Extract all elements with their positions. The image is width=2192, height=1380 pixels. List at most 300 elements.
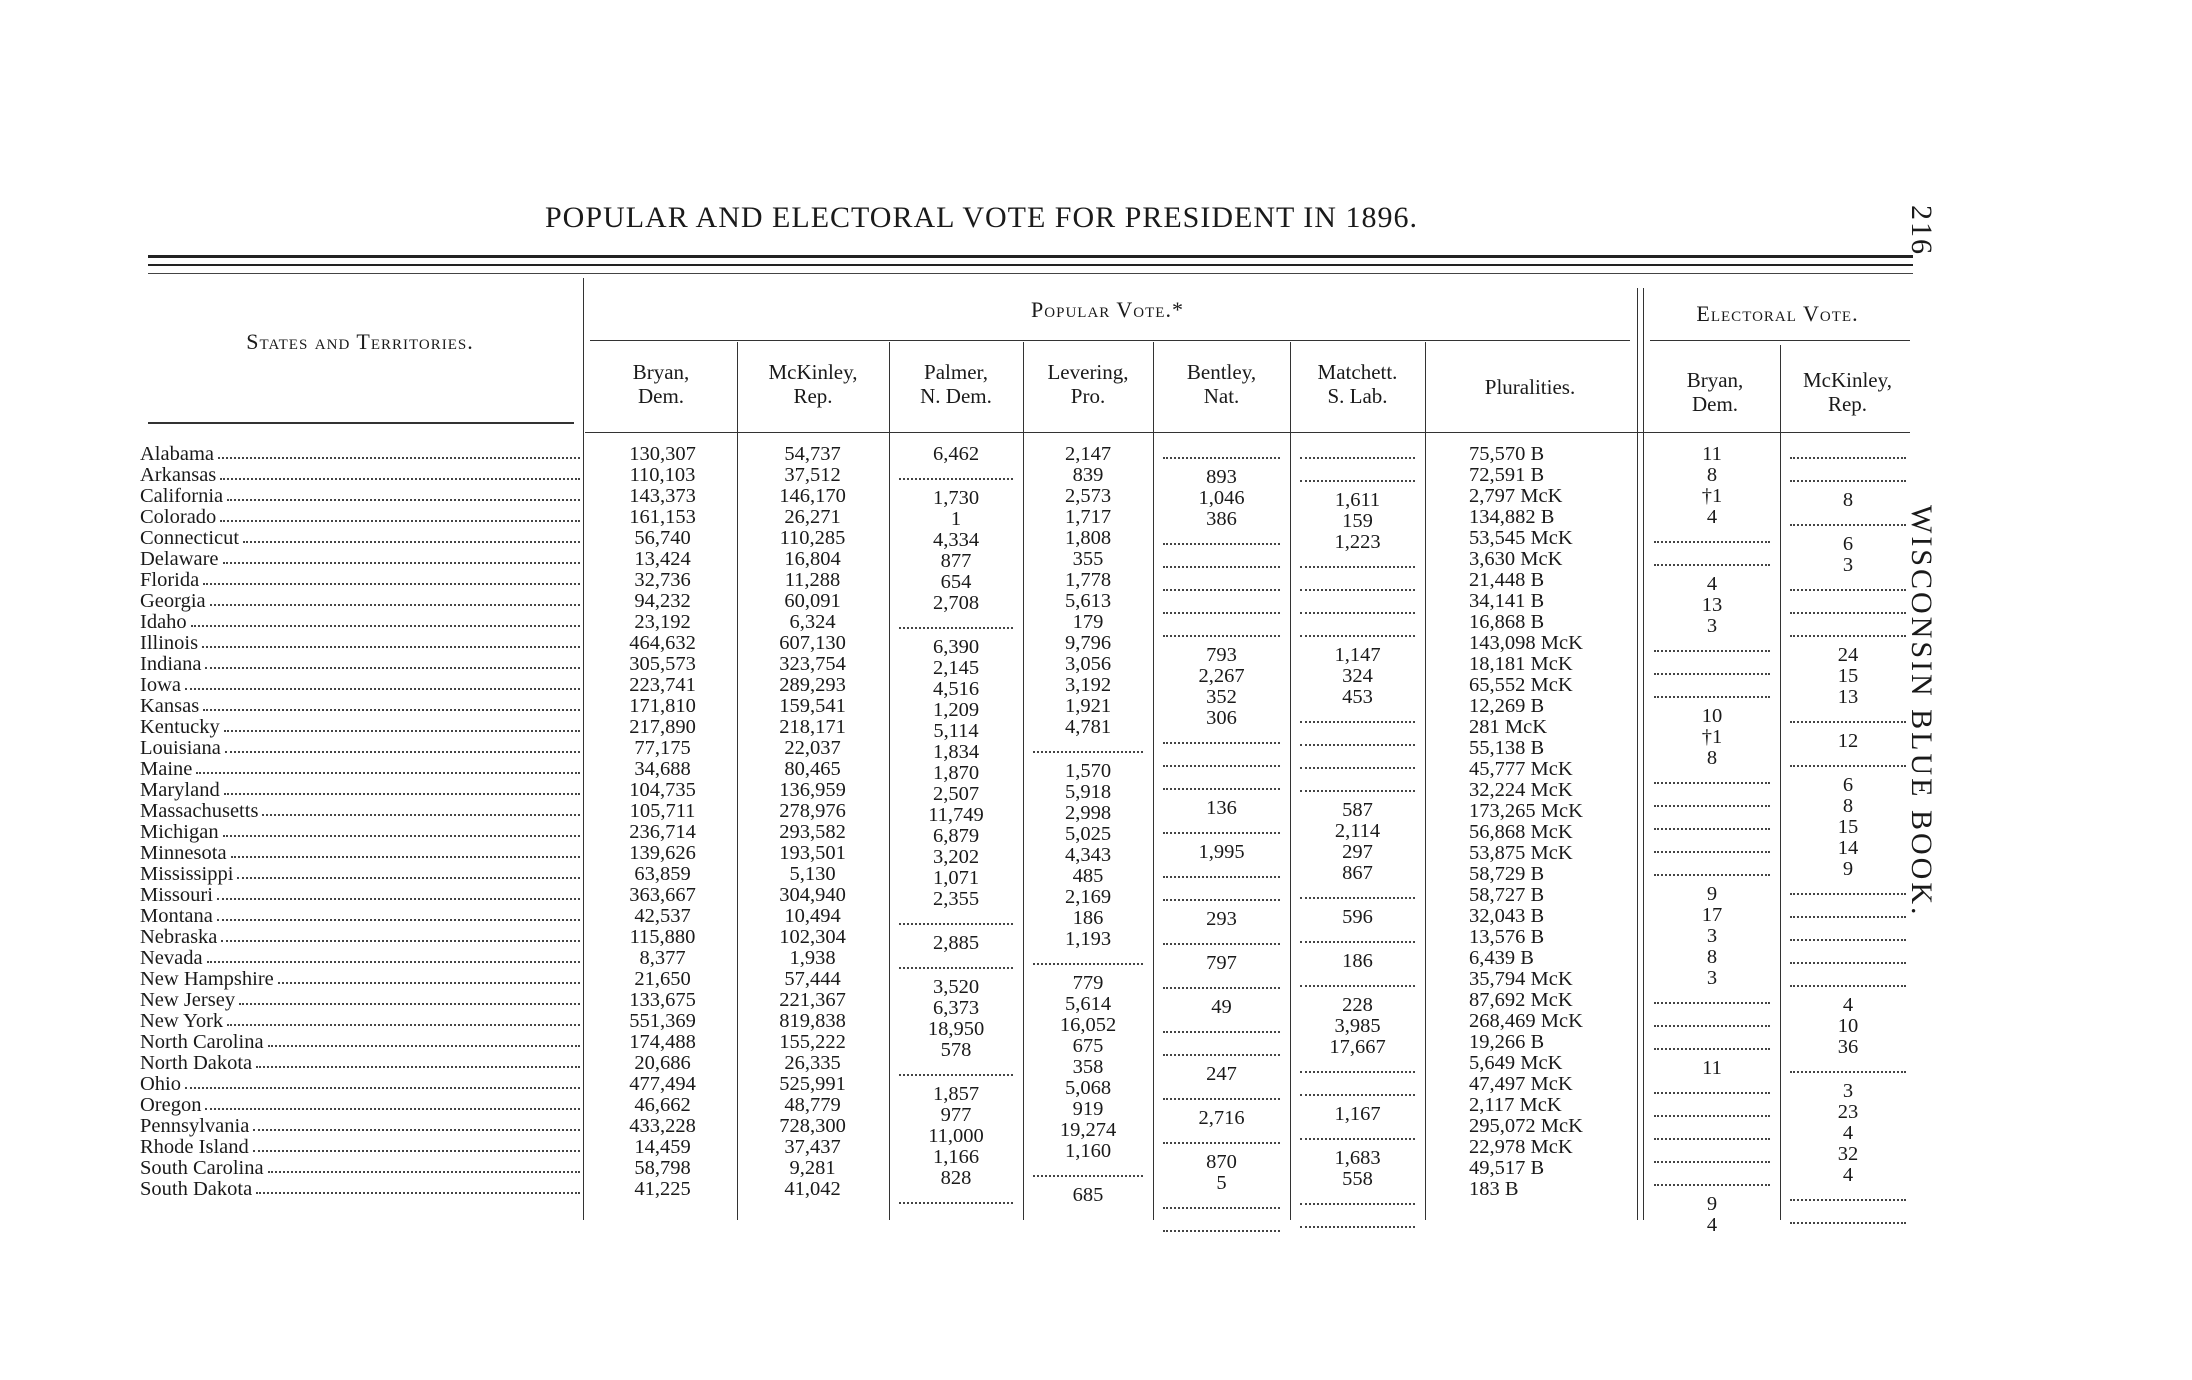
plurality-cell: 12,269 B [1469,695,1545,717]
state-name: Rhode Island [140,1137,249,1158]
empty-cell-leader [1163,599,1280,614]
levering-cell: 4,781 [1064,716,1112,738]
bryan-cell: 133,675 [629,989,696,1011]
mckinley-cell: 16,804 [784,548,841,570]
bryan-cell: 433,228 [629,1115,696,1137]
ev-bryan-cell: 10 [1701,705,1723,727]
state-row [140,507,580,528]
plurality-cell: 56,868 McK [1469,821,1573,843]
matchett-column [1294,444,1421,1236]
bentley-header [1153,360,1290,408]
rule-levering-bentley [1153,342,1154,1220]
levering-cell: 1,778 [1064,569,1112,591]
popular-vote-header: Popular Vote.* [1031,297,1184,322]
header-rule-popular [590,340,1630,341]
empty-cell-leader [1300,444,1415,459]
bryan-cell: 161,153 [629,506,696,528]
levering-header-party: Pro. [1070,384,1106,408]
state-row [140,654,580,675]
leader-dots [227,486,580,501]
matchett-cell: 297 [1342,841,1373,863]
mckinley-cell: 728,300 [779,1115,846,1137]
palmer-header-name: Palmer, [924,360,988,384]
ev-mckinley-cell: 9 [1842,858,1854,880]
state-name: Oregon [140,1095,202,1116]
levering-cell: 3,056 [1064,653,1112,675]
leader-dots [196,759,580,774]
mckinley-cell: 37,512 [784,464,841,486]
plurality-cell: 55,138 B [1469,737,1545,759]
rule-mckinley-palmer [889,342,890,1220]
plurality-cell: 65,552 McK [1469,674,1573,696]
palmer-cell: 828 [940,1167,972,1189]
state-name: Montana [140,906,213,927]
levering-cell: 5,068 [1064,1077,1112,1099]
state-row [140,591,580,612]
mckinley-cell: 819,838 [779,1010,846,1032]
ev-mckinley-cell: 10 [1837,1015,1859,1037]
state-row [140,1137,580,1158]
bryan-cell: 104,735 [629,779,696,801]
mckinley-header-party: Rep. [793,384,833,408]
mckinley-cell: 10,494 [784,905,841,927]
state-name: Minnesota [140,843,227,864]
state-row [140,1116,580,1137]
plurality-cell: 75,570 B [1469,443,1545,465]
palmer-cell: 1 [950,508,962,530]
mckinley-cell: 9,281 [789,1157,836,1179]
leader-dots [191,612,580,627]
state-row [140,738,580,759]
mckinley-cell: 26,335 [784,1052,841,1074]
empty-cell-leader [1163,729,1280,744]
plurality-cell: 18,181 McK [1469,653,1573,675]
matchett-cell: 159 [1342,510,1373,532]
mckinley-cell: 293,582 [779,821,846,843]
leader-dots [256,1053,580,1068]
mckinley-cell: 159,541 [779,695,846,717]
ev-mckinley-cell: 32 [1837,1143,1859,1165]
palmer-cell: 5,114 [933,720,979,742]
plurality-cell: 22,978 McK [1469,1136,1573,1158]
state-name: New Hampshire [140,969,274,990]
pluralities-header: Pluralities. [1484,375,1576,399]
state-row [140,444,580,465]
palmer-cell: 6,879 [932,825,980,847]
levering-cell: 1,717 [1064,506,1112,528]
state-row [140,1053,580,1074]
empty-cell-leader [1654,1079,1770,1094]
mckinley-cell: 289,293 [779,674,846,696]
bryan-cell: 41,225 [634,1178,691,1200]
palmer-cell: 4,334 [932,529,980,551]
bryan-header-name: Bryan, [632,360,690,384]
mckinley-cell: 525,991 [779,1073,846,1095]
empty-cell-leader [1790,949,1906,964]
rule-palmer-levering [1023,342,1024,1220]
plurality-cell: 173,265 McK [1469,800,1583,822]
state-row [140,696,580,717]
plurality-cell: 58,729 B [1469,863,1545,885]
palmer-cell: 2,885 [932,932,980,954]
empty-cell-leader [1163,576,1280,591]
leader-dots [278,969,580,984]
bentley-cell: 5 [1216,1172,1227,1194]
book-title: WISCONSIN BLUE BOOK. [1905,505,1938,918]
ev-mckinley-cell: 8 [1842,795,1854,817]
bryan-cell: 223,741 [629,674,696,696]
empty-cell-leader [1654,1148,1770,1163]
mckinley-cell: 48,779 [784,1094,841,1116]
bryan-header [585,360,737,408]
leader-dots [205,654,580,669]
matchett-cell: 867 [1342,862,1373,884]
state-row [140,948,580,969]
bentley-cell: 893 [1206,466,1237,488]
bentley-cell: 293 [1206,908,1237,930]
ev-bryan-cell: 17 [1701,904,1723,926]
bryan-cell: 20,686 [634,1052,691,1074]
state-name: Florida [140,570,200,591]
bryan-cell: 464,632 [629,632,696,654]
mckinley-header [737,360,889,408]
leader-dots [231,843,580,858]
empty-cell-leader [1163,1217,1280,1232]
matchett-cell: 1,167 [1334,1103,1381,1125]
leader-dots [262,801,580,816]
empty-cell-leader [1654,528,1770,543]
state-row [140,570,580,591]
mckinley-cell: 323,754 [779,653,846,675]
mckinley-cell: 22,037 [784,737,841,759]
levering-cell: 9,796 [1064,632,1112,654]
empty-cell-leader [1790,880,1906,895]
empty-cell-leader [1163,1085,1280,1100]
ev-mckinley-cell: 15 [1837,816,1859,838]
empty-cell-leader [1790,1209,1906,1224]
empty-cell-leader [1654,683,1770,698]
plurality-cell: 5,649 McK [1469,1052,1563,1074]
levering-cell: 3,192 [1064,674,1112,696]
palmer-cell: 6,373 [932,997,980,1019]
plurality-cell: 32,043 B [1469,905,1545,927]
mckinley-cell: 54,737 [784,443,841,465]
state-row [140,528,580,549]
palmer-cell: 1,857 [932,1083,980,1105]
empty-cell-leader [1163,819,1280,834]
empty-cell-leader [1163,752,1280,767]
leader-dots [185,1074,580,1089]
state-name: Arkansas [140,465,217,486]
page-number: 216 [1905,205,1938,256]
empty-cell-leader [1654,660,1770,675]
state-name: Maryland [140,780,220,801]
plurality-cell: 268,469 McK [1469,1010,1583,1032]
empty-cell-leader [1033,1162,1143,1177]
ev-mckinley-cell: 4 [1842,1122,1854,1144]
empty-cell-leader [1654,838,1770,853]
levering-cell: 2,169 [1064,886,1112,908]
empty-cell-leader [1300,731,1415,746]
empty-cell-leader [1300,1213,1415,1228]
empty-cell-leader [1654,1171,1770,1186]
plurality-cell: 72,591 B [1469,464,1545,486]
rule-popular-electoral-2 [1643,288,1644,1220]
ev-bryan-cell: 8 [1706,464,1718,486]
state-row [140,1095,580,1116]
bentley-cell: 1,046 [1198,487,1245,509]
palmer-column [893,444,1019,1212]
state-name: New York [140,1011,224,1032]
states-column [140,444,580,1200]
ev-bryan-cell: 4 [1706,573,1718,595]
palmer-header [889,360,1023,408]
plurality-cell: 45,777 McK [1469,758,1573,780]
ev-mckinley-cell: 6 [1842,774,1854,796]
empty-cell-leader [1163,444,1280,459]
empty-cell-leader [1790,903,1906,918]
matchett-cell: 186 [1342,950,1373,972]
plurality-cell: 21,448 B [1469,569,1545,591]
state-row [140,969,580,990]
empty-cell-leader [1654,861,1770,876]
ev-mckinley-cell: 3 [1842,554,1854,576]
rule-bryan-mckinley [737,342,738,1220]
ev-mckinley-header-party: Rep. [1827,392,1868,416]
state-row [140,864,580,885]
plurality-cell: 295,072 McK [1469,1115,1583,1137]
empty-cell-leader [1300,1081,1415,1096]
bryan-cell: 13,424 [634,548,691,570]
leader-dots [243,528,580,543]
leader-dots [218,444,580,459]
matchett-cell: 1,611 [1334,489,1381,511]
bentley-cell: 797 [1206,952,1237,974]
empty-cell-leader [899,1189,1013,1204]
bryan-cell: 58,798 [634,1157,691,1179]
palmer-cell: 18,950 [927,1018,985,1040]
bryan-cell: 42,537 [634,905,691,927]
ev-bryan-header-name: Bryan, [1686,368,1744,392]
ev-bryan-cell: 4 [1706,1214,1718,1236]
ev-mckinley-cell: 8 [1842,489,1854,511]
ev-bryan-cell: 8 [1706,946,1718,968]
state-row [140,633,580,654]
ev-bryan-cell: 9 [1706,883,1718,905]
state-row [140,1179,580,1200]
ev-mckinley-cell: 23 [1837,1101,1859,1123]
leader-dots [203,570,580,585]
empty-cell-leader [1300,972,1415,987]
plurality-cell: 53,875 McK [1469,842,1573,864]
state-row [140,885,580,906]
state-name: Alabama [140,444,214,465]
state-name: Indiana [140,654,202,675]
header-rule-electoral [1650,340,1910,341]
rule-ev-bryan-mckinley [1780,345,1781,1220]
levering-cell: 1,160 [1064,1140,1112,1162]
palmer-header-party: N. Dem. [920,384,992,408]
leader-dots [185,675,580,690]
ev-mckinley-header [1780,368,1915,416]
matchett-cell: 324 [1342,665,1373,687]
empty-cell-leader [1300,467,1415,482]
state-name: Delaware [140,549,219,570]
ev-mckinley-cell: 4 [1842,1164,1854,1186]
empty-cell-leader [1300,553,1415,568]
leader-dots [203,696,580,711]
page-title: POPULAR AND ELECTORAL VOTE FOR PRESIDENT IN 1896. [545,201,1418,234]
bentley-cell: 49 [1211,996,1232,1018]
empty-cell-leader [1790,511,1906,526]
state-row [140,1074,580,1095]
palmer-cell: 1,209 [932,699,980,721]
mckinley-cell: 102,304 [779,926,846,948]
bentley-header-party: Nat. [1203,384,1240,408]
palmer-cell: 977 [940,1104,972,1126]
leader-dots [221,927,580,942]
plurality-cell: 32,224 McK [1469,779,1573,801]
bryan-cell: 115,880 [629,926,696,948]
state-name: Maine [140,759,193,780]
empty-cell-leader [1790,576,1906,591]
state-name: Kansas [140,696,200,717]
empty-cell-leader [1300,599,1415,614]
palmer-cell: 654 [940,571,972,593]
palmer-cell: 2,507 [932,783,980,805]
levering-cell: 4,343 [1064,844,1112,866]
empty-cell-leader [1163,1041,1280,1056]
mckinley-cell: 146,170 [779,485,846,507]
leader-dots [223,549,580,564]
mckinley-cell: 304,940 [779,884,846,906]
levering-cell: 5,614 [1064,993,1112,1015]
plurality-cell: 13,576 B [1469,926,1545,948]
matchett-cell: 2,114 [1334,820,1381,842]
state-name: Missouri [140,885,213,906]
levering-cell: 19,274 [1059,1119,1117,1141]
empty-cell-leader [1790,467,1906,482]
plurality-cell: 281 McK [1469,716,1548,738]
empty-cell-leader [1790,599,1906,614]
leader-dots [253,1116,580,1131]
matchett-cell: 587 [1342,799,1373,821]
state-row [140,549,580,570]
empty-cell-leader [1654,1125,1770,1140]
matchett-cell: 1,223 [1334,531,1381,553]
empty-cell-leader [1163,553,1280,568]
ev-mckinley-header-name: McKinley, [1802,368,1893,392]
ev-bryan-cell: 11 [1702,1057,1722,1079]
state-name: Nebraska [140,927,218,948]
levering-cell: 675 [1072,1035,1104,1057]
plurality-cell: 183 B [1469,1178,1519,1200]
mckinley-cell: 5,130 [789,863,836,885]
leader-dots [202,633,580,648]
bryan-cell: 105,711 [629,800,696,822]
levering-cell: 5,613 [1064,590,1112,612]
empty-cell-leader [1790,972,1906,987]
state-name: Pennsylvania [140,1116,250,1137]
palmer-cell: 2,355 [932,888,980,910]
palmer-cell: 578 [940,1039,972,1061]
state-row [140,717,580,738]
empty-cell-leader [1654,551,1770,566]
empty-cell-leader [1790,708,1906,723]
title-rule-bottom [148,273,1913,274]
empty-cell-leader [1033,950,1143,965]
state-row [140,1032,580,1053]
empty-cell-leader [899,1061,1013,1076]
levering-header [1023,360,1153,408]
empty-cell-leader [1163,863,1280,878]
matchett-cell: 228 [1342,994,1373,1016]
title-rule-middle [148,264,1913,266]
empty-cell-leader [1300,754,1415,769]
plurality-cell: 47,497 McK [1469,1073,1573,1095]
mckinley-cell: 136,959 [779,779,846,801]
bentley-cell: 386 [1206,508,1237,530]
leader-dots [239,990,580,1005]
bryan-header-party: Dem. [637,384,685,408]
empty-cell-leader [1300,1125,1415,1140]
levering-cell: 5,025 [1064,823,1112,845]
empty-cell-leader [1163,974,1280,989]
mckinley-cell: 218,171 [779,716,846,738]
bentley-cell: 136 [1206,797,1237,819]
state-row [140,927,580,948]
leader-dots [268,1158,580,1173]
palmer-cell: 1,071 [932,867,980,889]
plurality-cell: 6,439 B [1469,947,1534,969]
leader-dots [224,717,580,732]
empty-cell-leader [1033,738,1143,753]
leader-dots [237,864,580,879]
mckinley-cell: 41,042 [784,1178,841,1200]
state-row [140,1158,580,1179]
matchett-cell: 1,683 [1334,1147,1381,1169]
ev-bryan-column [1648,444,1776,1236]
mckinley-cell: 80,465 [784,758,841,780]
empty-cell-leader [1163,1129,1280,1144]
ev-mckinley-cell: 4 [1842,994,1854,1016]
plurality-cell: 34,141 B [1469,590,1545,612]
matchett-cell: 3,985 [1334,1015,1381,1037]
ev-mckinley-cell: 13 [1837,686,1859,708]
empty-cell-leader [1163,775,1280,790]
state-name: Idaho [140,612,187,633]
leader-dots [223,822,580,837]
plurality-cell: 58,727 B [1469,884,1545,906]
mckinley-column [745,444,880,1200]
empty-cell-leader [1163,622,1280,637]
empty-cell-leader [1790,752,1906,767]
mckinley-cell: 110,285 [779,527,846,549]
palmer-cell: 3,520 [932,976,980,998]
state-row [140,675,580,696]
leader-dots [205,1095,580,1110]
ev-mckinley-cell: 24 [1837,644,1859,666]
bryan-cell: 32,736 [634,569,691,591]
bryan-cell: 236,714 [629,821,696,843]
plurality-cell: 2,117 McK [1469,1094,1562,1116]
palmer-cell: 2,708 [932,592,980,614]
leader-dots [207,948,580,963]
empty-cell-leader [1300,1058,1415,1073]
header-rule-columns [585,432,1910,433]
matchett-header-name: Matchett. [1317,360,1398,384]
bryan-cell: 94,232 [634,590,691,612]
